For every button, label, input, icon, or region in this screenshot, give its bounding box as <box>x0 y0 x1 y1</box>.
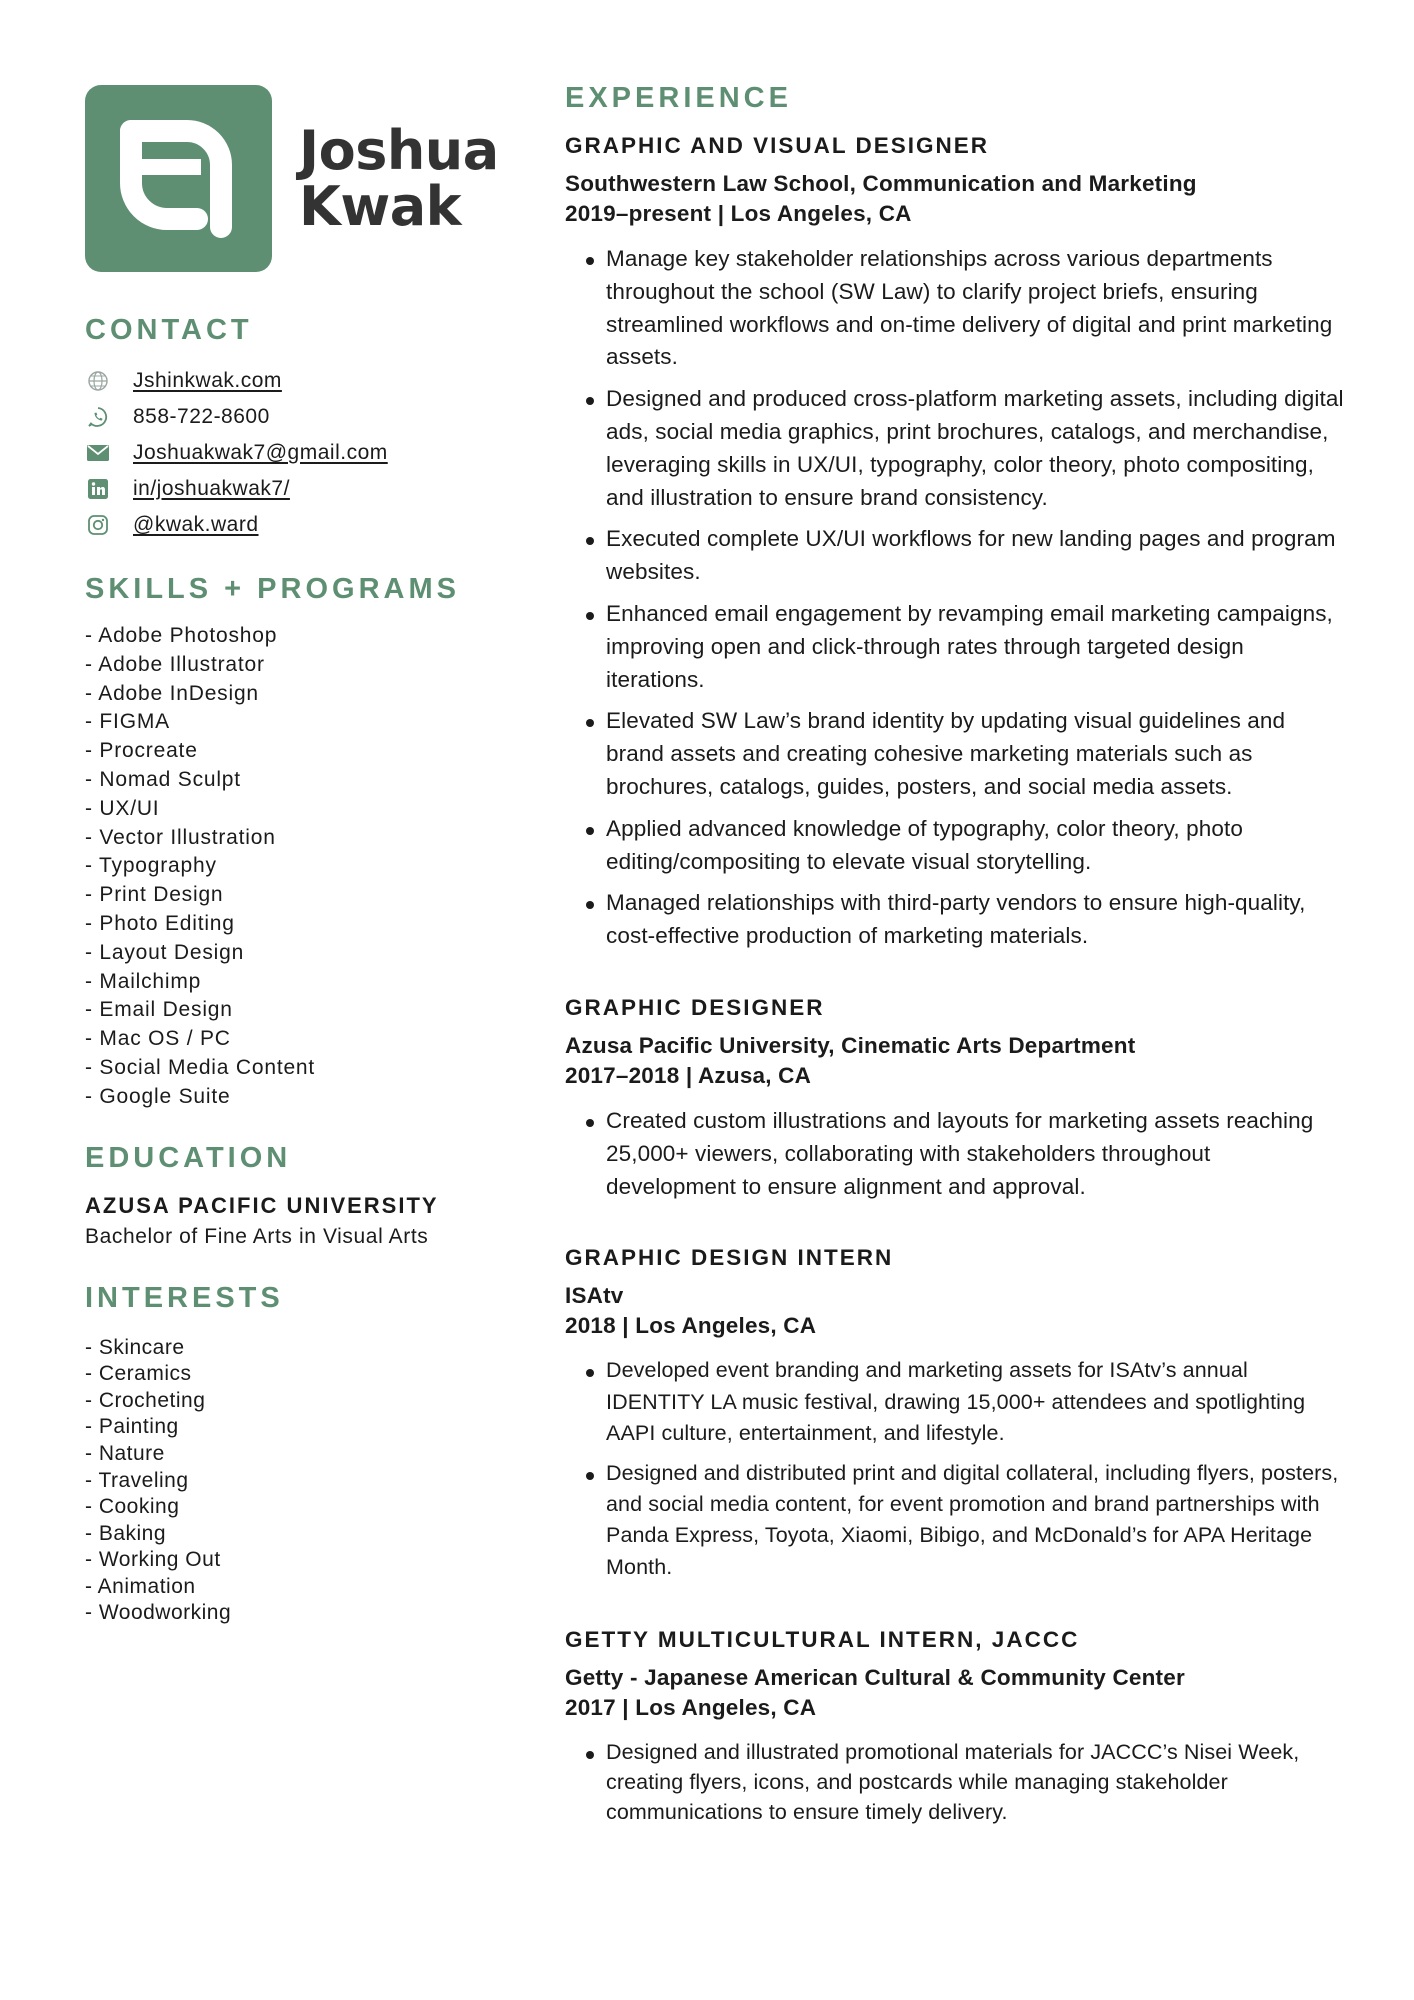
job-bullets <box>565 1355 1345 1582</box>
monogram-logo <box>85 85 272 272</box>
list-item: - Traveling <box>85 1468 189 1492</box>
bullet-item: Designed and illustrated promotional materials for JACCC’s Nisei Week, creating flyers, icons, and postcards while managing stakeholder communications to ensure timely delivery. <box>565 1737 1345 1827</box>
brand-header <box>85 85 515 272</box>
globe-icon <box>85 368 111 394</box>
job-title: GRAPHIC DESIGNER <box>565 994 825 1020</box>
job-organization: Southwestern Law School, Communication and Marketing <box>565 171 1197 196</box>
job-entry <box>565 133 1345 953</box>
linkedin-link[interactable]: in/joshuakwak7/ <box>133 477 290 500</box>
first-name: Joshua <box>299 118 499 182</box>
list-item: - Procreate <box>85 739 198 763</box>
job-entry <box>565 1627 1345 1827</box>
list-item: - Ceramics <box>85 1362 192 1386</box>
list-item: - Email Design <box>85 998 233 1022</box>
contact-email[interactable] <box>85 435 515 471</box>
last-name: Kwak <box>299 174 462 238</box>
contact-list <box>85 363 515 543</box>
job-entry <box>565 1245 1345 1582</box>
job-dates-location: 2019–present | Los Angeles, CA <box>565 201 912 226</box>
experience-heading: EXPERIENCE <box>565 82 792 114</box>
job-bullets <box>565 1737 1345 1827</box>
list-item: - Crocheting <box>85 1388 206 1412</box>
list-item: - FIGMA <box>85 710 170 734</box>
instagram-icon <box>85 512 111 538</box>
education-heading: EDUCATION <box>85 1141 292 1174</box>
contact-instagram[interactable] <box>85 507 515 543</box>
phone-number[interactable]: 858-722-8600 <box>133 405 270 428</box>
list-item: - Mailchimp <box>85 969 202 993</box>
linkedin-icon <box>85 476 111 502</box>
list-item: - Adobe Illustrator <box>85 652 265 676</box>
job-organization: Getty - Japanese American Cultural & Community Center <box>565 1664 1185 1690</box>
bullet-item: Enhanced email engagement by revamping email marketing campaigns, improving open and click-through rates through targeted design iterations. <box>565 598 1345 696</box>
job-title: GRAPHIC DESIGN INTERN <box>565 1245 894 1271</box>
bullet-item: Designed and distributed print and digital collateral, including flyers, posters, and social media content, for event promotion and brand partnerships with Panda Express, Toyota, Xiaomi, Bibigo, and McDonald’s for APA Heritage Month. <box>565 1458 1345 1583</box>
list-item: - Social Media Content <box>85 1055 316 1079</box>
list-item: - Nature <box>85 1441 165 1465</box>
list-item: - Layout Design <box>85 940 245 964</box>
contact-website[interactable] <box>85 363 515 399</box>
education-school: AZUSA PACIFIC UNIVERSITY <box>85 1192 439 1218</box>
list-item: - UX/UI <box>85 796 160 820</box>
list-item: - Google Suite <box>85 1084 231 1108</box>
job-dates-location: 2017 | Los Angeles, CA <box>565 1694 817 1720</box>
list-item: - Typography <box>85 854 217 878</box>
monogram-logo-icon <box>109 109 249 249</box>
list-item: - Animation <box>85 1574 196 1598</box>
list-item: - Woodworking <box>85 1601 232 1625</box>
bullet-item: Developed event branding and marketing assets for ISAtv’s annual IDENTITY LA music festival, drawing 15,000+ attendees and spotlighting AAPI culture, entertainment, and lifestyle. <box>565 1355 1345 1449</box>
list-item: - Nomad Sculpt <box>85 767 241 791</box>
sidebar <box>85 85 515 1627</box>
job-bullets <box>565 243 1345 953</box>
contact-phone[interactable] <box>85 399 515 435</box>
job-entry <box>565 995 1345 1203</box>
list-item: - Skincare <box>85 1335 185 1359</box>
list-item: - Painting <box>85 1415 179 1439</box>
whatsapp-icon <box>85 404 111 430</box>
interests-list <box>85 1335 515 1628</box>
bullet-item: Applied advanced knowledge of typography, color theory, photo editing/compositing to elevate visual storytelling. <box>565 813 1345 879</box>
list-item: - Mac OS / PC <box>85 1027 231 1051</box>
main-content <box>565 82 1345 1836</box>
list-item: - Print Design <box>85 883 224 907</box>
bullet-item: Executed complete UX/UI workflows for new landing pages and program websites. <box>565 523 1345 589</box>
contact-linkedin[interactable] <box>85 471 515 507</box>
skills-heading: SKILLS + PROGRAMS <box>85 573 460 605</box>
job-bullets <box>565 1105 1345 1203</box>
mail-icon <box>85 440 111 466</box>
contact-heading: CONTACT <box>85 314 253 346</box>
job-dates-location: 2017–2018 | Azusa, CA <box>565 1062 812 1088</box>
website-link[interactable]: Jshinkwak.com <box>133 369 282 392</box>
list-item: - Baking <box>85 1521 167 1545</box>
skills-list <box>85 622 515 1112</box>
bullet-item: Elevated SW Law’s brand identity by updating visual guidelines and brand assets and creating cohesive marketing materials such as brochures, catalogs, guides, posters, and social media assets. <box>565 705 1345 803</box>
job-organization: Azusa Pacific University, Cinematic Arts Department <box>565 1032 1136 1058</box>
list-item: - Adobe InDesign <box>85 681 259 705</box>
instagram-link[interactable]: @kwak.ward <box>133 513 259 536</box>
list-item: - Adobe Photoshop <box>85 624 278 647</box>
bullet-item: Manage key stakeholder relationships across various departments throughout the school (SW Law) to clarify project briefs, ensuring streamlined workflows and on-time delivery of digital and print marketing assets. <box>565 243 1345 374</box>
job-dates-location: 2018 | Los Angeles, CA <box>565 1313 817 1339</box>
list-item: - Working Out <box>85 1548 221 1572</box>
bullet-item: Managed relationships with third-party vendors to ensure high-quality, cost-effective production of marketing materials. <box>565 887 1345 953</box>
education-degree: Bachelor of Fine Arts in Visual Arts <box>85 1224 429 1248</box>
full-name <box>299 118 499 238</box>
interests-heading: INTERESTS <box>85 1281 284 1314</box>
list-item: - Vector Illustration <box>85 825 276 849</box>
bullet-item: Created custom illustrations and layouts for marketing assets reaching 25,000+ viewers, collaborating with stakeholders throughout development to ensure alignment and approval. <box>565 1105 1345 1203</box>
list-item: - Cooking <box>85 1495 180 1519</box>
job-title: GRAPHIC AND VISUAL DESIGNER <box>565 133 990 158</box>
email-link[interactable]: Joshuakwak7@gmail.com <box>133 441 388 464</box>
list-item: - Photo Editing <box>85 911 235 935</box>
job-title: GETTY MULTICULTURAL INTERN, JACCC <box>565 1626 1080 1652</box>
job-organization: ISAtv <box>565 1283 624 1309</box>
bullet-item: Designed and produced cross-platform marketing assets, including digital ads, social media graphics, print brochures, catalogs, and merchandise, leveraging skills in UX/UI, typography, color theory, photo compositing, and illustration to ensure brand consistency. <box>565 383 1345 514</box>
